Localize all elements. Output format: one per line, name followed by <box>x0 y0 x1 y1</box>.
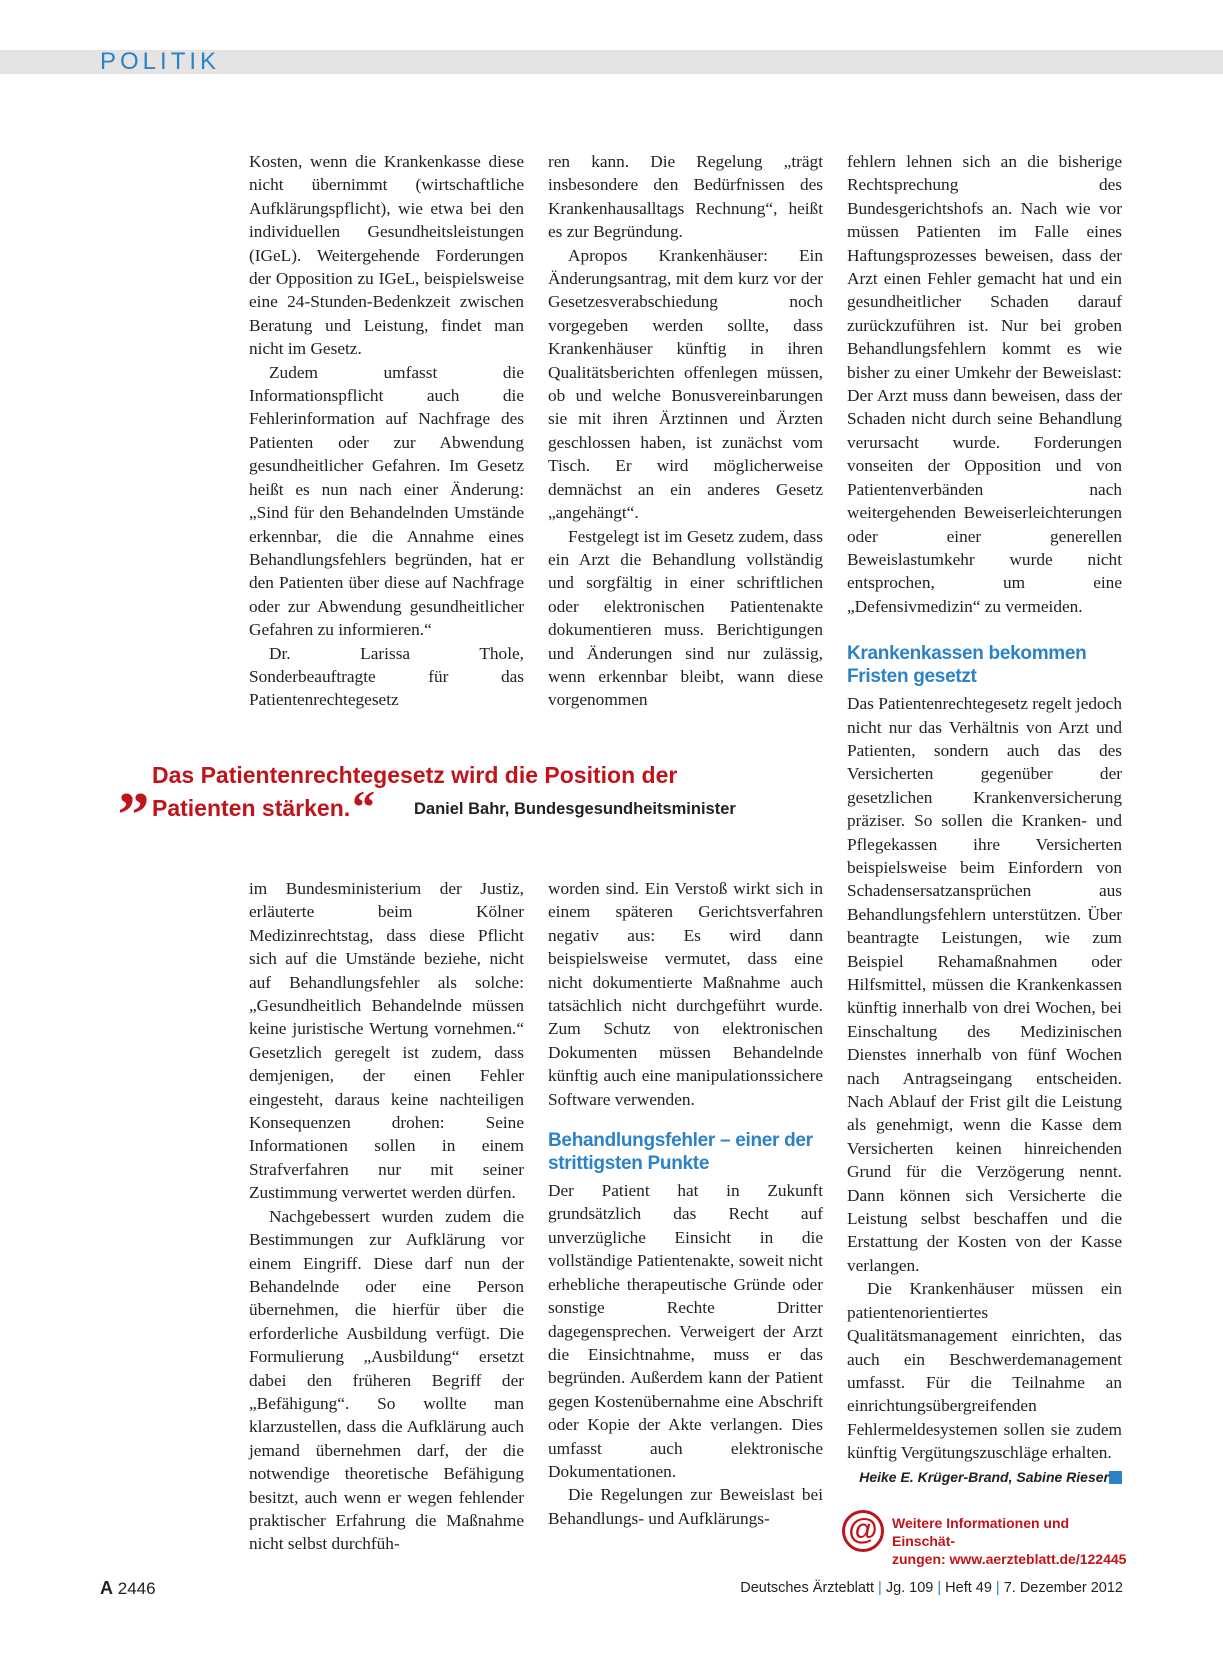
volume: Jg. 109 <box>885 1580 934 1596</box>
separator: | <box>937 1580 942 1596</box>
quote-line-2-wrap <box>152 781 376 832</box>
web-reference-text[interactable] <box>892 1514 1132 1568</box>
paragraph: Apropos Krankenhäuser: Ein Änderungsantrag, mit dem kurz vor der Gesetzesverabschiedung noch vorgegeben werden sollte, dass Krankenhäuser künftig in ihren Qualitätsberichten offenlegen müssen, ob und welche Bonusvereinbarungen sie mit ihren Ärztinnen und Ärzten geschlossen haben, ist zunächst vom Tisch. Er wird möglicherweise demnächst an ein anderes Gesetz „angehängt“. <box>548 245 823 523</box>
paragraph: Kosten, wenn die Krankenkasse diese nicht übernimmt (wirtschaftliche Aufklärungspflicht), wie etwa bei den individuellen Gesundheitsleistungen (IGeL). Weitergehende Forderungen der Opposition zu IGeL, beispielsweise eine 24-Stunden-Bedenkzeit zwischen Beratung und Leistung, findet man nicht im Gesetz. <box>249 152 524 359</box>
column-3 <box>847 150 1122 1487</box>
issue: Heft 49 <box>945 1580 992 1596</box>
web-link[interactable]: zungen: www.aerzteblatt.de/122445 <box>892 1551 1127 1567</box>
authors: Heike E. Krüger-Brand, Sabine Rieser <box>859 1468 1109 1485</box>
paragraph-text: Die Krankenhäuser müssen ein patientenorientiertes Qualitätsmanagement einrichten, das auch ein Beschwerdemanagement umfasst. Für die Teilnahme an einrichtungsübergreifenden Fehlermeldesystemen sollen sie zudem künftig Vergütungszuschläge erhalten. <box>847 1279 1122 1463</box>
paragraph: Dr. Larissa Thole, Sonderbeauftragte für das Patientenrechtegesetz <box>249 643 524 710</box>
paragraph: Der Patient hat in Zukunft grundsätzlich das Recht auf unverzügliche Einsicht in die vollständige Patientenakte, soweit nicht erhebliche therapeutische Gründe oder sonstige Rechte Dritter dagegensprechen. Verweigert der Arzt die Einsichtnahme, muss er das begründen. Außerdem kann der Patient gegen Kostenübernahme eine Abschrift oder Kopie der Akte verlangen. Dies umfasst auch elektronische Dokumentationen. <box>548 1181 823 1481</box>
page-number <box>100 1578 156 1599</box>
page-prefix: A <box>100 1578 113 1598</box>
section-label: POLITIK <box>100 48 221 75</box>
paragraph: im Bundesministerium der Justiz, erläuterte beim Kölner Medizinrechtstag, dass diese Pflicht sich auf die Umstände beziehe, nicht auf Behandlungsfehler als solche: „Gesundheitlich Behandelnde müssen keine juristische Wertung vornehmen.“ Gesetzlich geregelt ist zudem, dass demjenigen, der einen Fehler eingesteht, daraus keine nachteiligen Konsequenzen drohen: Seine Informationen sollen in einem Strafverfahren nur mit seiner Zustimmung verwertet werden dürfen. <box>249 879 524 1203</box>
separator: | <box>995 1580 1000 1596</box>
paragraph: Festgelegt ist im Gesetz zudem, dass ein Arzt die Behandlung vollständig und sorgfältig in einer schriftlichen oder elektronischen Patientenakte dokumentieren muss. Berichtigungen und Änderungen sind nur zulässig, wenn erkennbar bleibt, wann diese vorgenommen <box>548 526 823 710</box>
quote-line-1: Das Patientenrechtegesetz wird die Position der <box>152 762 678 788</box>
journal-name: Deutsches Ärzteblatt <box>740 1580 875 1596</box>
paragraph <box>847 1277 1122 1464</box>
column-1-bottom <box>249 877 524 1556</box>
paragraph: ren kann. Die Regelung „trägt insbesondere den Bedürfnissen des Krankenhausalltags Rechnung“, heißt es zur Begründung. <box>548 152 823 242</box>
paragraph: Nachgebessert wurden zudem die Bestimmungen zur Aufklärung vor einem Eingriff. Diese darf nun der Behandelnde oder eine Person übernehmen, die hierfür über die erforderliche Ausbildung verfügt. Die Formulierung „Ausbildung“ ersetzt dabei den früheren Begriff der „Befähigung“. So wollte man klarzustellen, dass die Aufklärung auch jemand übernehmen darf, der die notwendige theoretische Befähigung besitzt, auch wenn er wegen fehlender praktischer Erfahrung die Maßnahme nicht selbst durchfüh- <box>249 1206 524 1554</box>
open-quote-mark: „ <box>118 746 150 817</box>
paragraph: fehlern lehnen sich an die bisherige Rechtsprechung des Bundesgerichtshofs an. Nach wie vor müssen Patienten im Falle eines Haftungsprozesses beweisen, dass der Arzt einen Fehler gemacht hat und ein gesundheitlicher Schaden darauf zurückzuführen ist. Nur bei groben Behandlungsfehlern kommt es wie bisher zu einer Umkehr der Beweislast: Der Arzt muss dann beweisen, dass der Schaden nicht durch seine Behandlung verursacht wurde. Forderungen vonseiten der Opposition und von Patientenverbänden nach weitergehenden Beweiserleichterungen oder einer generellen Beweislastumkehr wurde nicht entsprochen, um eine „Defensivmedizin“ zu vermeiden. <box>847 152 1122 616</box>
paragraph: Zudem umfasst die Informationspflicht auch die Fehlerinformation auf Nachfrage des Patienten oder zur Abwendung gesundheitlicher Gefahren. Im Gesetz heißt es nun nach einer Änderung: „Sind für den Behandelnden Umstände erkennbar, die die Annahme eines Behandlungsfehlers begründen, hat er den Patienten über diese auf Nachfrage oder zur Abwendung gesundheitlicher Gefahren zu informieren.“ <box>249 362 524 640</box>
paragraph: worden sind. Ein Verstoß wirkt sich in einem späteren Gerichtsverfahren negativ aus: Es wird dann beispielsweise vermutet, dass eine nicht dokumentierte Maßnahme auch tatsächlich nicht durchgeführt wurde. Zum Schutz von elektronischen Dokumenten müssen Behandelnde künftig auch eine manipulationssichere Software verwenden. <box>548 879 823 1109</box>
separator: | <box>878 1580 882 1596</box>
quote-line-2: Patienten stärken. <box>152 795 351 821</box>
column-2-top <box>548 150 823 712</box>
footer-citation <box>740 1580 1123 1596</box>
web-line-1: Weitere Informationen und Einschät- <box>892 1515 1070 1549</box>
close-quote-mark: “ <box>352 781 376 832</box>
column-2-bottom <box>548 877 823 1530</box>
web-reference <box>842 1510 1132 1567</box>
end-of-article-icon <box>1109 1471 1122 1484</box>
paragraph: Das Patientenrechtegesetz regelt jedoch nicht nur das Verhältnis von Arzt und Patienten, sondern auch das des Versicherten gegenüber der gesetzlichen Krankenversicherung präziser. So sollen die Kranken- und Pflegekassen ihre Versicherten beispielsweise beim Einfordern von Schadensersatzansprüchen aus Behandlungsfehlern unterstützen. Über beantragte Leistungen, wie zum Beispiel Rehamaßnahmen oder Hilfsmittel, müssen die Krankenkassen künftig innerhalb von drei Wochen, bei Einschaltung des Medizinischen Dienstes innerhalb von fünf Wochen nach Antragseingang entscheiden. Nach Ablauf der Frist gilt die Leistung als genehmigt, wenn die Kasse dem Versicherten keinen hinreichenden Grund für die Verzögerung nennt. Dann können sich Versicherte die Leistung selbst beschaffen und die Erstattung der Kosten von der Kasse verlangen. <box>847 694 1122 1275</box>
paragraph: Die Regelungen zur Beweislast bei Behandlungs- und Aufklärungs- <box>548 1485 823 1528</box>
column-1-top <box>249 150 524 712</box>
page-number-value: 2446 <box>117 1579 156 1598</box>
subheading: Krankenkassen bekommen Fristen gesetzt <box>847 643 1087 688</box>
subheading: Behandlungsfehler – einer der strittigsten Punkte <box>548 1130 813 1175</box>
at-icon: @ <box>842 1510 884 1552</box>
issue-date: 7. Dezember 2012 <box>1003 1580 1123 1596</box>
quote-attribution: Daniel Bahr, Bundesgesundheitsminister <box>414 800 736 818</box>
